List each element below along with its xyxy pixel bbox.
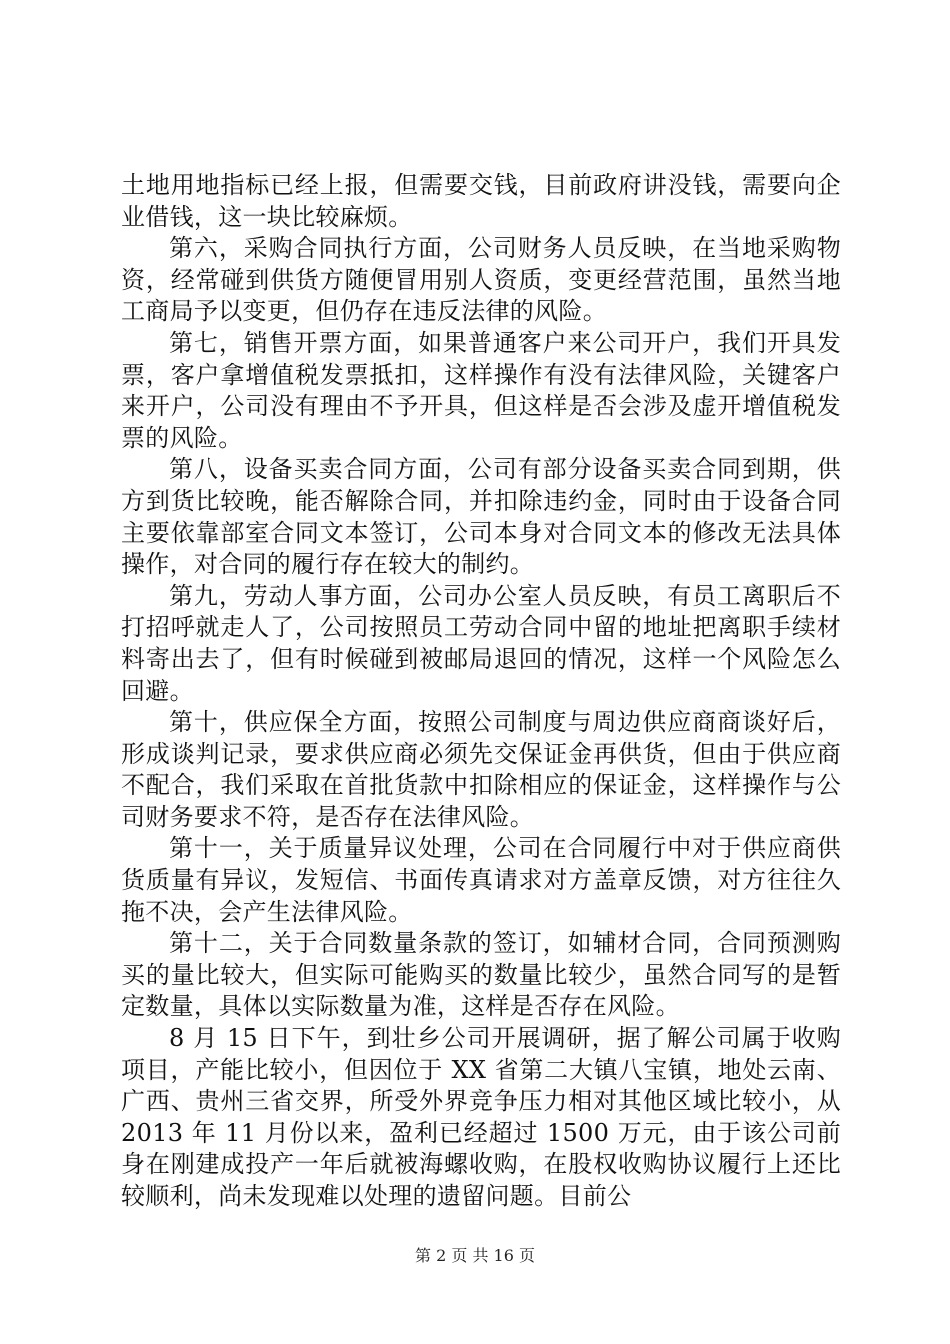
paragraph: 8 月 15 日下午，到壮乡公司开展调研，据了解公司属于收购项目，产能比较小，但因位于 XX 省第二大镇八宝镇，地处云南、广西、贵州三省交界，所受外界竞争压力相对其他区域比较小，从 2013 年 11 月份以来，盈利已经超过 1500 万元，由于该公司前身在刚建成投产一年后就被海螺收购，在股权收购协议履行上还比较顺利，尚未发现难以处理的遗留问题。目前公 [121,1024,841,1210]
paragraph: 第六，采购合同执行方面，公司财务人员反映，在当地采购物资，经常碰到供货方随便冒用别人资质，变更经营范围，虽然当地工商局予以变更，但仍存在违反法律的风险。 [121,234,841,326]
paragraph: 第七，销售开票方面，如果普通客户来公司开户，我们开具发票，客户拿增值税发票抵扣，这样操作有没有法律风险，关键客户来开户，公司没有理由不予开具，但这样是否会涉及虚开增值税发票的风险。 [121,328,841,452]
paragraph: 第十，供应保全方面，按照公司制度与周边供应商商谈好后，形成谈判记录，要求供应商必须先交保证金再供货，但由于供应商不配合，我们采取在首批货款中扣除相应的保证金，这样操作与公司财务要求不符，是否存在法律风险。 [121,708,841,831]
page-footer [0,1246,950,1266]
paragraph: 第九，劳动人事方面，公司办公室人员反映，有员工离职后不打招呼就走人了，公司按照员工劳动合同中留的地址把离职手续材料寄出去了，但有时候碰到被邮局退回的情况，这样一个风险怎么回避。 [121,581,841,705]
paragraph: 第八，设备买卖合同方面，公司有部分设备买卖合同到期，供方到货比较晚，能否解除合同，并扣除违约金，同时由于设备合同主要依靠部室合同文本签订，公司本身对合同文本的修改无法具体操作，对合同的履行存在较大的制约。 [121,455,841,579]
paragraph: 第十一，关于质量异议处理，公司在合同履行中对于供应商供货质量有异议，发短信、书面传真请求对方盖章反馈，对方往往久拖不决，会产生法律风险。 [121,834,841,926]
paragraph: 土地用地指标已经上报，但需要交钱，目前政府讲没钱，需要向企业借钱，这一块比较麻烦。 [121,171,841,231]
paragraph: 第十二，关于合同数量条款的签订，如辅材合同，合同预测购买的量比较大，但实际可能购买的数量比较少，虽然合同写的是暂定数量，具体以实际数量为准，这样是否存在风险。 [121,929,841,1021]
page-number-label: 第 2 页 共 16 页 [415,1246,535,1265]
document-body [121,170,841,1213]
